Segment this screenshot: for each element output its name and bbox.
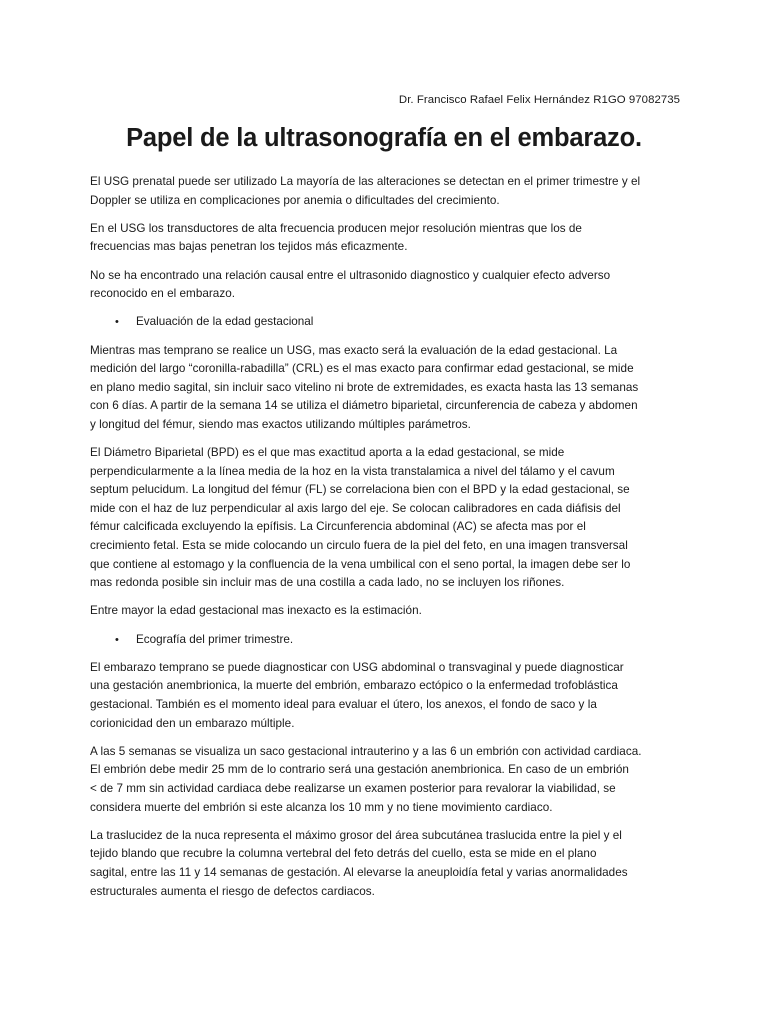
text-line: estructurales aumenta el riesgo de defectos cardiacos.	[90, 884, 375, 898]
bullet-text: Evaluación de la edad gestacional	[136, 315, 314, 329]
text-line: fémur calcificada excluyendo la epífisis. La Circunferencia abdominal (AC) se afecta mas por el	[90, 520, 586, 534]
text-line: mas redonda posible sin incluir mas de una costilla a cada lado, no se incluyen los riñones.	[90, 576, 565, 590]
text-line: considera muerte del embrión si este alcanza los 10 mm y no tiene movimiento cardiaco.	[90, 800, 553, 814]
text-line: corionicidad den un embarazo múltiple.	[90, 716, 295, 730]
text-line: El embarazo temprano se puede diagnosticar con USG abdominal o transvaginal y puede diagnosticar	[90, 660, 624, 674]
bullet-text: Ecografía del primer trimestre.	[136, 632, 294, 646]
text-line: A las 5 semanas se visualiza un saco gestacional intrauterino y a las 6 un embrión con actividad cardiaca.	[90, 744, 642, 758]
text-line: La traslucidez de la nuca representa el máximo grosor del área subcutánea traslucida entre la piel y el	[90, 828, 622, 842]
paragraph	[90, 827, 690, 901]
text-line: < de 7 mm sin actividad cardiaca debe realizarse un examen posterior para revalorar la viabilidad, se	[90, 781, 616, 795]
text-line: En el USG los transductores de alta frecuencia producen mejor resolución mientras que los de	[90, 221, 582, 235]
document-body	[90, 173, 690, 911]
text-line: y longitud del fémur, siendo mas exactos utilizando múltiples parámetros.	[90, 417, 471, 431]
paragraph	[90, 267, 690, 304]
text-line: El USG prenatal puede ser utilizado La mayoría de las alteraciones se detectan en el primer trimestre y el	[90, 175, 641, 188]
bullet-icon: •	[115, 633, 119, 646]
paragraph	[90, 444, 690, 593]
paragraph	[90, 173, 690, 210]
paragraph	[90, 220, 690, 257]
paragraph	[90, 659, 690, 733]
text-line: gestacional. También es el momento ideal para evaluar el útero, los anexos, el fondo de saco y la	[90, 698, 597, 711]
text-line: No se ha encontrado una relación causal entre el ultrasonido diagnostico y cualquier efecto adverso	[90, 268, 611, 282]
author-line: Dr. Francisco Rafael Felix Hernández R1GO 97082735	[398, 94, 680, 106]
paragraph	[90, 342, 690, 435]
text-line: una gestación anembrionica, la muerte del embrión, embarazo ectópico o la enfermedad trofoblástica	[90, 679, 618, 693]
text-line: reconocido en el embarazo.	[90, 287, 236, 301]
text-line: en plano medio sagital, sin incluir saco vitelino ni brote de extremidades, es exacta hasta las 13 semanas	[90, 380, 639, 394]
text-line: crecimiento fetal. Esta se mide colocando un circulo fuera de la piel del feto, en una imagen transversal	[90, 539, 628, 553]
paragraph	[90, 602, 690, 621]
text-line: con 6 días. A partir de la semana 14 se utiliza el diámetro biparietal, circunferencia de cabeza y abdomen	[90, 399, 638, 413]
text-line: Entre mayor la edad gestacional mas inexacto es la estimación.	[90, 604, 422, 618]
paragraph	[90, 743, 690, 817]
text-line: que contiene al estomago y la confluencia de la vena umbilical con el seno portal, la imagen debe ser lo	[90, 557, 631, 571]
text-line: mide con el haz de luz perpendicular al axis largo del eje. Se colocan calibradores en cada diáfisis del	[90, 501, 621, 515]
text-line: medición del largo “coronilla-rabadilla” (CRL) es el mas exacto para confirmar edad gestacional, se mide	[90, 362, 634, 376]
bullet-icon: •	[115, 316, 119, 329]
text-line: El Diámetro Biparietal (BPD) es el que mas exactitud aporta a la edad gestacional, se mide	[90, 446, 565, 460]
text-line: sagital, entre las 11 y 14 semanas de gestación. Al elevarse la aneuploidía fetal y varias anormalidades	[90, 865, 628, 879]
text-line: perpendicularmente a la línea media de la hoz en la vista transtalamica a nivel del tálamo y el cavum	[90, 464, 615, 478]
text-line: septum pelucidum. La longitud del fémur (FL) se correlaciona bien con el BPD y la edad gestacional, se	[90, 483, 630, 497]
document-title: Papel de la ultrasonografía en el embarazo.	[126, 124, 642, 152]
text-line: El embrión debe medir 25 mm de lo contrario será una gestación anembrionica. En caso de un embrión	[90, 763, 629, 777]
text-line: tejido blando que recubre la columna vertebral del feto detrás del cuello, esta se mide en el plano	[90, 847, 597, 861]
text-line: frecuencias mas bajas penetran los tejidos más eficazmente.	[90, 240, 408, 254]
bullet-item	[90, 631, 690, 650]
text-line: Doppler se utiliza en complicaciones por anemia o dificultades del crecimiento.	[90, 193, 500, 207]
text-line: Mientras mas temprano se realice un USG, mas exacto será la evaluación de la edad gestacional. La	[90, 343, 618, 357]
bullet-item	[90, 313, 690, 332]
